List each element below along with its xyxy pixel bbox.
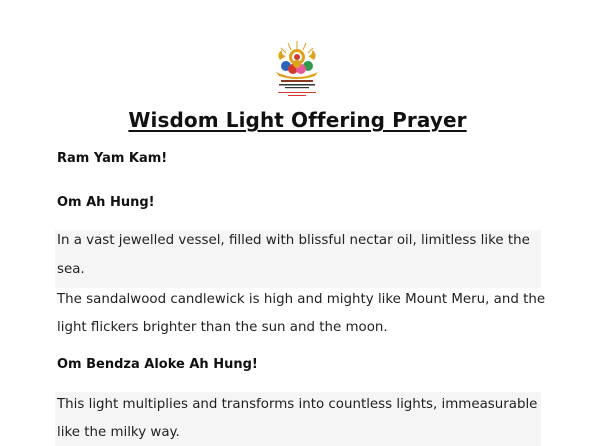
verse-line: like the milky way. bbox=[57, 425, 180, 440]
logo-emblem-icon bbox=[266, 38, 328, 104]
verse-line: light flickers brighter than the sun and the moon. bbox=[57, 320, 388, 335]
mantra-heading: Om Bendza Aloke Ah Hung! bbox=[57, 357, 258, 372]
verse-line: The sandalwood candlewick is high and mighty like Mount Meru, and the bbox=[57, 292, 546, 307]
verse-line: sea. bbox=[57, 262, 85, 277]
temple-logo bbox=[266, 38, 328, 104]
verse-line: This light multiplies and transforms into countless lights, immeasurable bbox=[57, 397, 538, 412]
mantra-heading: Ram Yam Kam! bbox=[57, 151, 168, 166]
page-title: Wisdom Light Offering Prayer bbox=[128, 108, 467, 132]
mantra-heading: Om Ah Hung! bbox=[57, 195, 155, 210]
verse-line: In a vast jewelled vessel, filled with blissful nectar oil, limitless like the bbox=[57, 233, 530, 248]
